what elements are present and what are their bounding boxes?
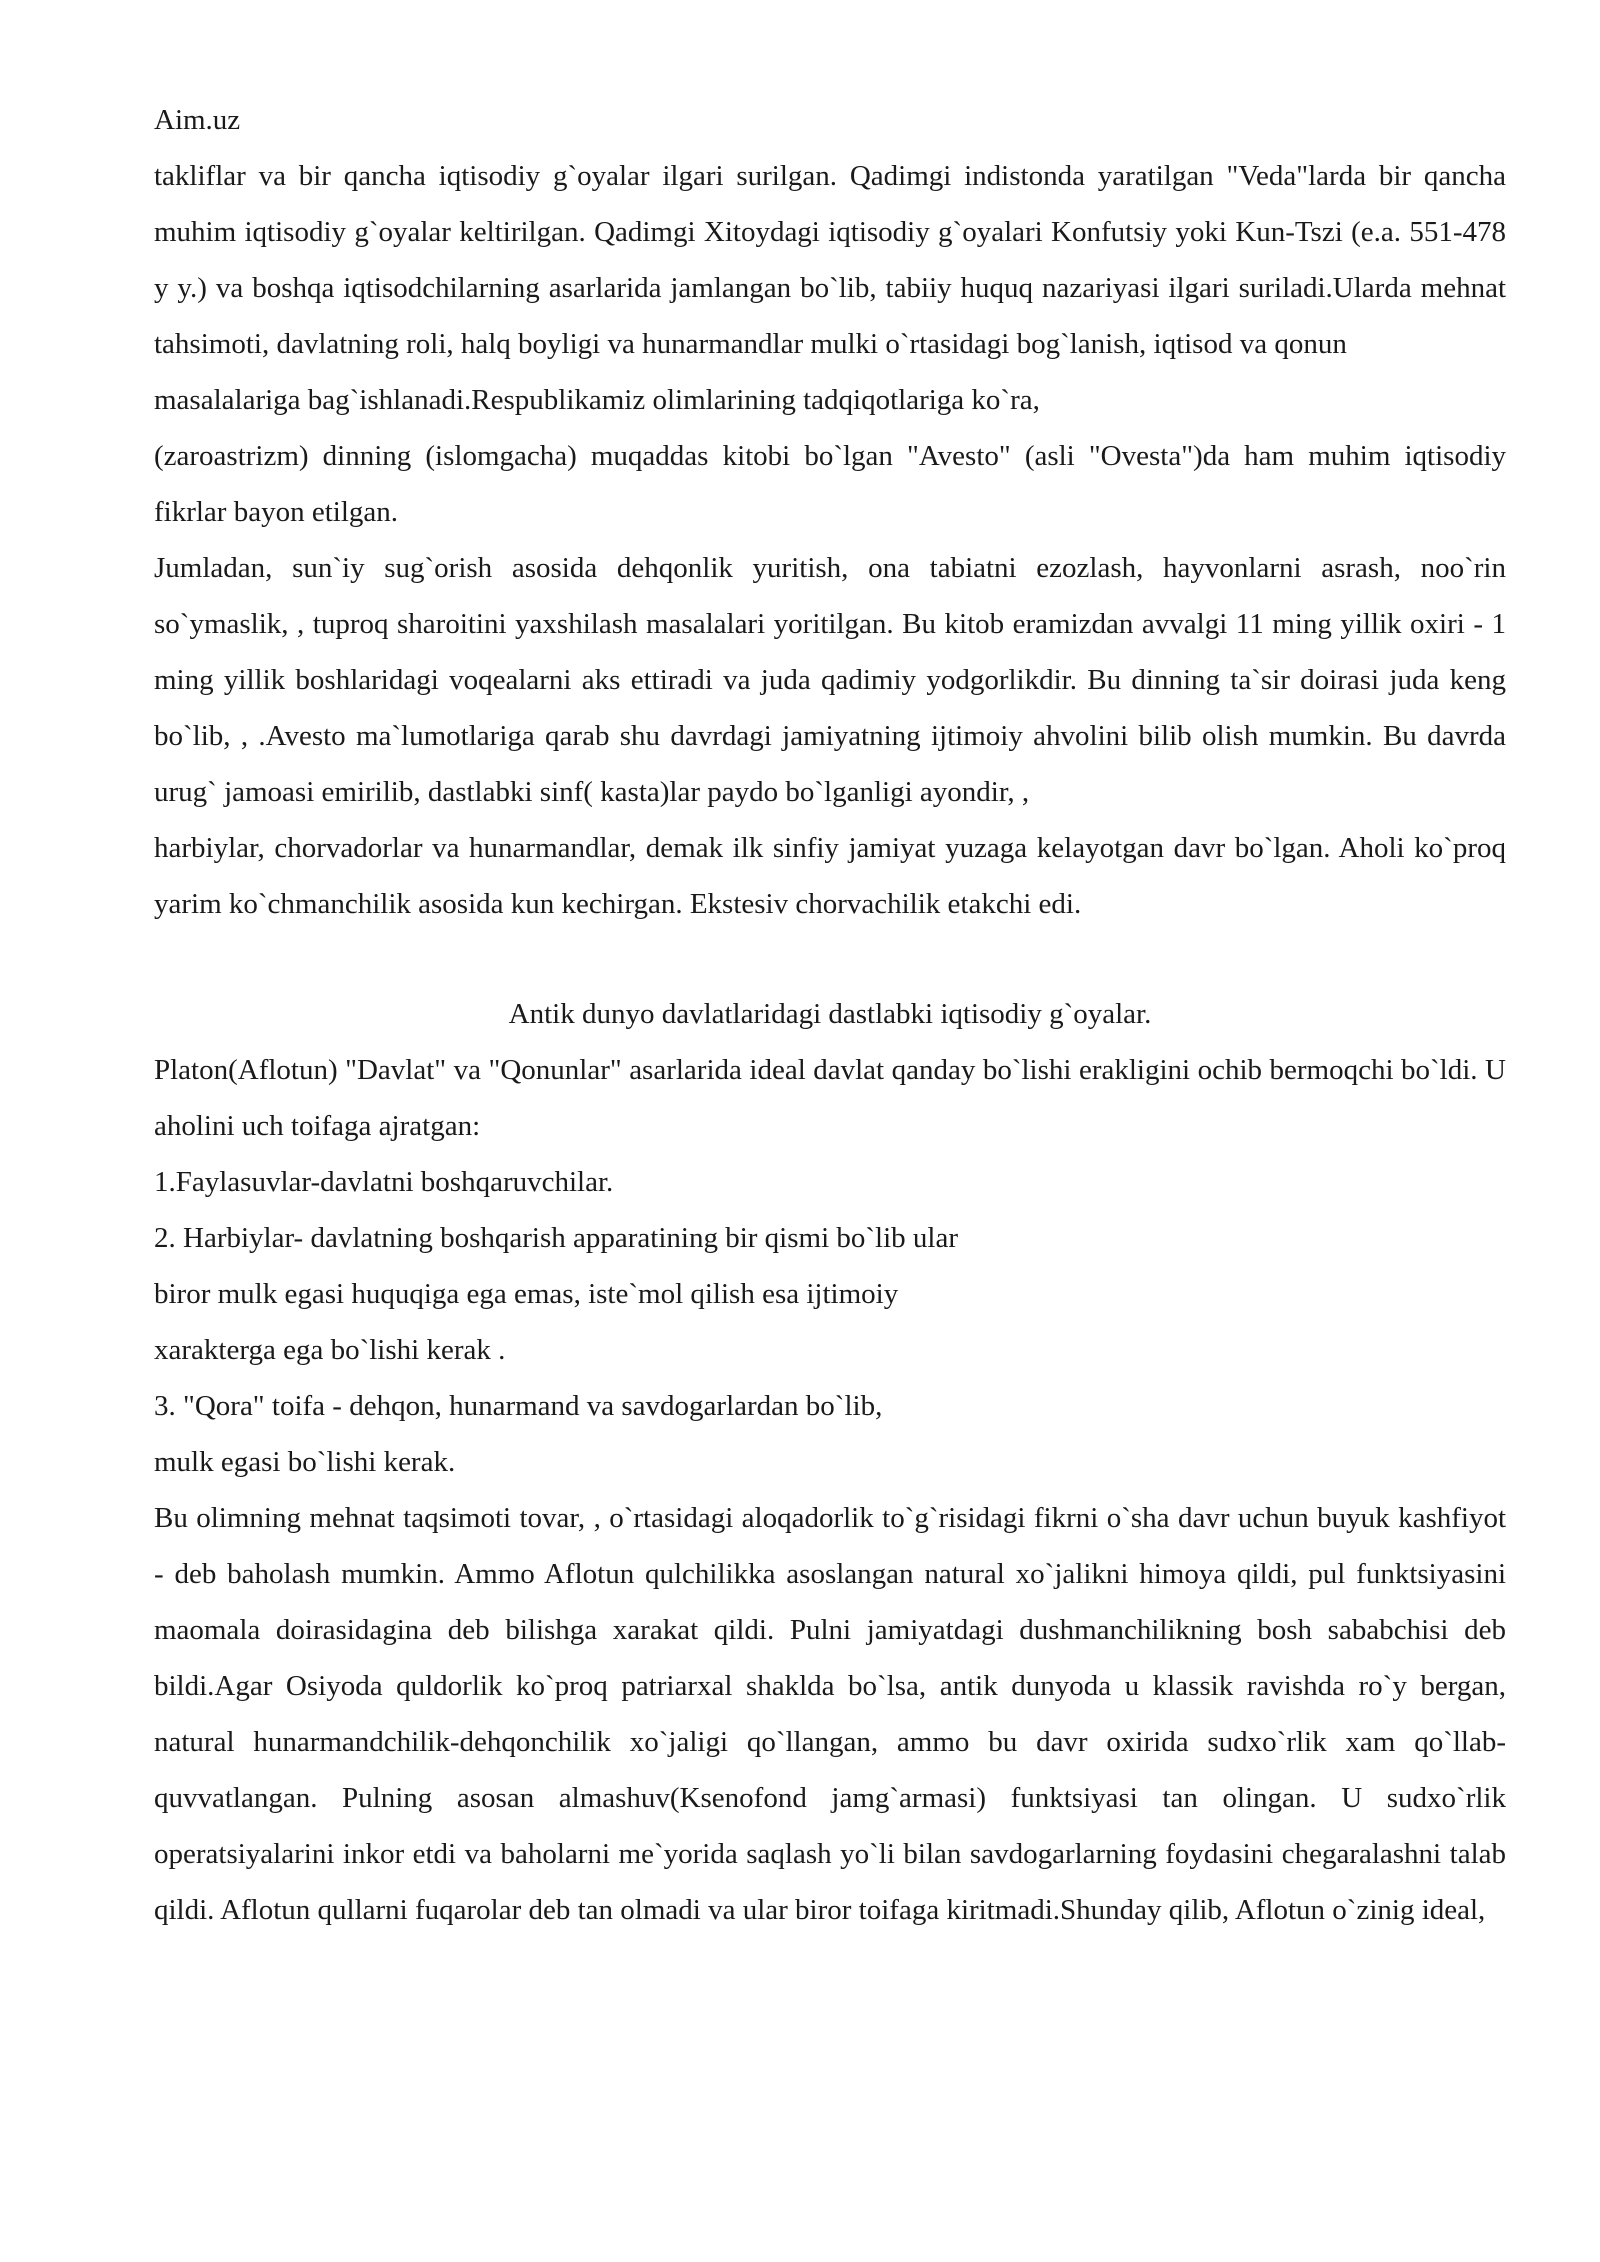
document-page [154,92,1506,1938]
section-heading: Antik dunyo davlatlaridagi dastlabki iqtisodiy g`oyalar. [508,998,1152,1030]
paragraph-jumladan: Jumladan, sun`iy sug`orish asosida dehqonlik yuritish, ona tabiatni ezozlash, hayvonlarni asrash, noo`rin so`ymaslik, , tuproq sharoitini yaxshilash masalalari yoritilgan. Bu kitob eramizdan avvalgi 11 ming yillik oxiri - 1 ming yillik boshlaridagi voqealarni aks ettiradi va juda qadimiy yodgorlikdir. Bu dinning ta`sir doirasi juda keng bo`lib, , .Avesto ma`lumotlariga qarab shu davrdagi jamiyatning ijtimoiy ahvolini bilib olish mumkin. Bu davrda urug` jamoasi emirilib, dastlabki sinf( kasta)lar paydo bo`lganligi ayondir, , [154,552,1506,808]
header-source: Aim.uz [154,104,241,136]
section-gap [154,932,1506,986]
paragraph-veda-xitoy: takliflar va bir qancha iqtisodiy g`oyalar ilgari surilgan. Qadimgi indistonda yaratilgan "Veda"larda bir qancha muhim iqtisodiy g`oyalar keltirilgan. Qadimgi Xitoydagi iqtisodiy g`oyalari Konfutsiy yoki Kun-Tszi (e.a. 551-478 y y.) va boshqa iqtisodchilarning asarlarida jamlangan bo`lib, tabiiy huquq nazariyasi ilgari suriladi.Ularda mehnat tahsimoti, davlatning roli, halq boyligi va hunarmandlar mulki o`rtasidagi bog`lanish, iqtisod va qonun [154,160,1506,360]
paragraph-aflotun: Bu olimning mehnat taqsimoti tovar, , o`rtasidagi aloqadorlik to`g`risidagi fikrni o`sha davr uchun buyuk kashfiyot - deb baholash mumkin. Ammo Aflotun qulchilikka asoslangan natural xo`jalikni himoya qildi, pul funktsiyasini maomala doirasidagina deb bilishga xarakat qildi. Pulni jamiyatdagi dushmanchilikning bosh sababchisi deb bildi.Agar Osiyoda quldorlik ko`proq patriarxal shaklda bo`lsa, antik dunyoda u klassik ravishda ro`y bergan, natural hunarmandchilik-dehqonchilik xo`jaligi qo`llangan, ammo bu davr oxirida sudxo`rlik xam qo`llab-quvvatlangan. Pulning asosan almashuv(Ksenofond jamg`armasi) funktsiyasi tan olingan. U sudxo`rlik operatsiyalarini inkor etdi va baholarni me`yorida saqlash yo`li bilan savdogarlarning foydasini chegaralashni talab qildi. Aflotun qullarni fuqarolar deb tan olmadi va ular biror toifaga kiritmadi.Shunday qilib, Aflotun o`zinig ideal, [154,1502,1506,1926]
list-item-faylasuvlar: 1.Faylasuvlar-davlatni boshqaruvchilar. [154,1166,614,1198]
list-item-harbiylar-cont-1: biror mulk egasi huquqiga ega emas, iste`mol qilish esa ijtimoiy [154,1278,899,1310]
list-item-harbiylar: 2. Harbiylar- davlatning boshqarish apparatining bir qismi bo`lib ular [154,1222,958,1254]
list-item-qora-toifa-cont: mulk egasi bo`lishi kerak. [154,1446,456,1478]
paragraph-harbiylar: harbiylar, chorvadorlar va hunarmandlar, demak ilk sinfiy jamiyat yuzaga kelayotgan davr bo`lgan. Aholi ko`proq yarim ko`chmanchilik asosida kun kechirgan. Ekstesiv chorvachilik etakchi edi. [154,832,1506,920]
paragraph-olimlar: masalalariga bag`ishlanadi.Respublikamiz olimlarining tadqiqotlariga ko`ra, [154,384,1040,416]
list-item-qora-toifa: 3. "Qora" toifa - dehqon, hunarmand va savdogarlardan bo`lib, [154,1390,883,1422]
paragraph-avesto: (zaroastrizm) dinning (islomgacha) muqaddas kitobi bo`lgan "Avesto" (asli "Ovesta")da ham muhim iqtisodiy fikrlar bayon etilgan. [154,440,1506,528]
paragraph-platon: Platon(Aflotun) "Davlat" va "Qonunlar" asarlarida ideal davlat qanday bo`lishi erakligini ochib bermoqchi bo`ldi. U aholini uch toifaga ajratgan: [154,1054,1506,1142]
list-item-harbiylar-cont-2: xarakterga ega bo`lishi kerak . [154,1334,506,1366]
